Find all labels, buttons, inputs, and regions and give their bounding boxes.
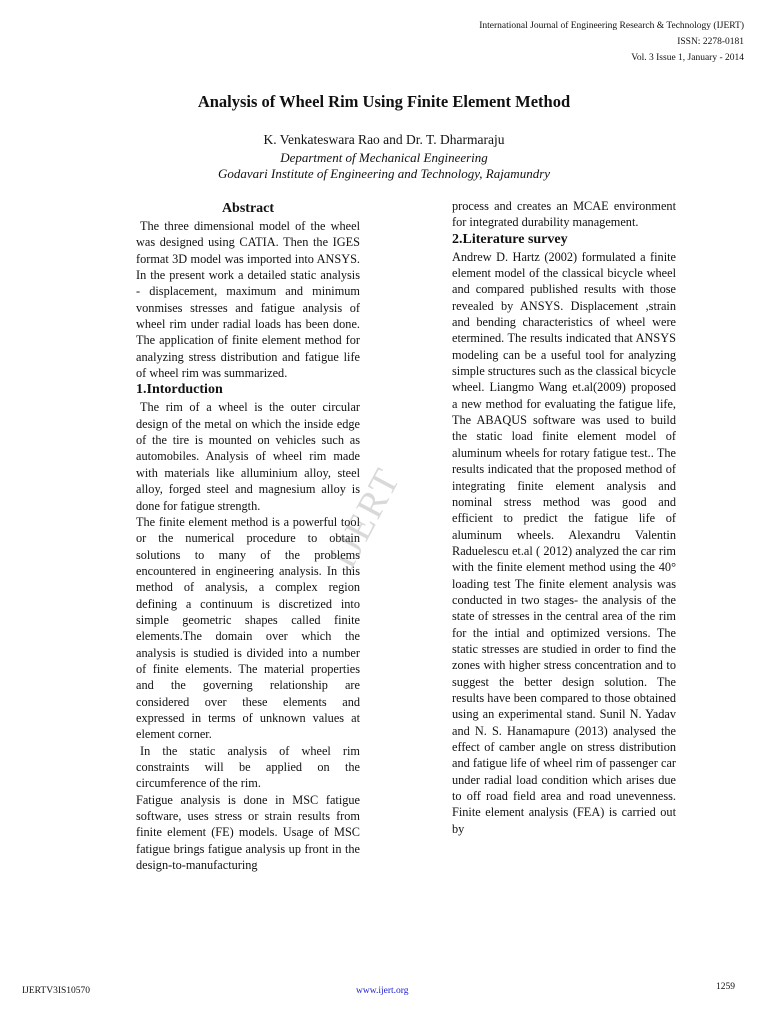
authors: K. Venkateswara Rao and Dr. T. Dharmaraju xyxy=(263,132,505,147)
issn: ISSN: 2278-0181 xyxy=(677,37,744,47)
introduction-heading: 1.Intorduction xyxy=(136,382,223,398)
intro-paragraph-3: In the static analysis of wheel rim constraints will be applied on the circumference of the rim. xyxy=(136,743,360,791)
watermark: IJERT xyxy=(321,460,410,576)
abstract-text: The three dimensional model of the wheel was designed using CATIA. Then the IGES format 3D model was imported into ANSYS. In the present work a detailed static analysis - displacement, maximum and minimum vonmises stresses and fatigue analysis of wheel rim under radial loads has been done. The application of finite element method for analyzing stress distribution and fatigue life of wheel rim was summarized. xyxy=(136,219,360,381)
right-column xyxy=(452,198,676,837)
paper-title: Analysis of Wheel Rim Using Finite Element Method xyxy=(197,92,571,111)
intro-paragraph-2: The finite element method is a powerful tool or the numerical procedure to obtain solutions to many of the problems encountered in engineering analysis. In this method of analysis, a complex region defining a continuum is discretized into simple geometric shapes called finite elements.The domain over which the analysis is studied is divided into a number of finite elements. The material properties and the governing relationship are considered over these elements and expressed in terms of unknown values at element corner. xyxy=(136,514,360,742)
literature-survey-text: Andrew D. Hartz (2002) formulated a finite element model of the classical bicycle wheel and compared published results with those revealed by ANSYS. Displacement ,strain and bending characteristics of wheel were etermined. The results indicated that ANSYS modeling can be a useful tool for analyzing simple structures such as the classical bicycle wheel. Liangmo Wang et.al(2009) proposed a new method for evaluating the fatigue life, The ABAQUS software was used to build the static load finite element model of aluminum wheels for rotary fatigue test.. The results indicated that the proposed method of integrating finite element analysis and nominal stress method was good and efficient to predict the fatigue life of aluminum wheels. Alexandru Valentin Raduelescu et.al ( 2012) analyzed the car rim with the finite element method using the 40° loading test The finite element analysis was conducted in two stages- the analysis of the state of stresses in the central area of the rim for the intial and optimized versions. The static stresses are studied in order to find the zones with higher stress concentration and to suggest the better design solution. The results have been compared to those obtained using an experimental stand. Sunil N. Yadav and N. S. Hanamapure (2013) analysed the effect of camber angle on stress distribution and fatigue life of wheel rim of passenger car under radial load condition which arises due to off road field area and road unevenness. Finite element analysis (FEA) is carried out by xyxy=(452,249,677,836)
volume-issue: Vol. 3 Issue 1, January - 2014 xyxy=(631,53,744,63)
affiliation-institute: Godavari Institute of Engineering and Technology, Rajamundry xyxy=(217,166,551,181)
abstract-heading: Abstract xyxy=(221,201,275,216)
literature-survey-heading: 2.Literature survey xyxy=(452,231,568,247)
page-number: 1259 xyxy=(716,982,735,992)
intro-paragraph-1: The rim of a wheel is the outer circular design of the metal on which the inside edge of the tire is mounted on vehicles such as automobiles. Analysis of wheel rim made with materials like alluminium alloy, steel alloy, forged steel and magnesium alloy is done for fatigue strength. xyxy=(136,400,360,513)
left-column xyxy=(136,200,360,873)
paper-id: IJERTV3IS10570 xyxy=(22,986,91,996)
intro-paragraph-4: Fatigue analysis is done in MSC fatigue software, uses stress or strain results from finite element (FE) models. Usage of MSC fatigue brings fatigue analysis up front in the design-to-manufacturing xyxy=(136,792,360,873)
continuation-text: process and creates an MCAE environment for integrated durability management. xyxy=(452,199,676,230)
website-link[interactable]: www.ijert.org xyxy=(356,986,409,996)
journal-name: International Journal of Engineering Research & Technology (IJERT) xyxy=(479,21,744,31)
affiliation-department: Department of Mechanical Engineering xyxy=(280,150,488,165)
